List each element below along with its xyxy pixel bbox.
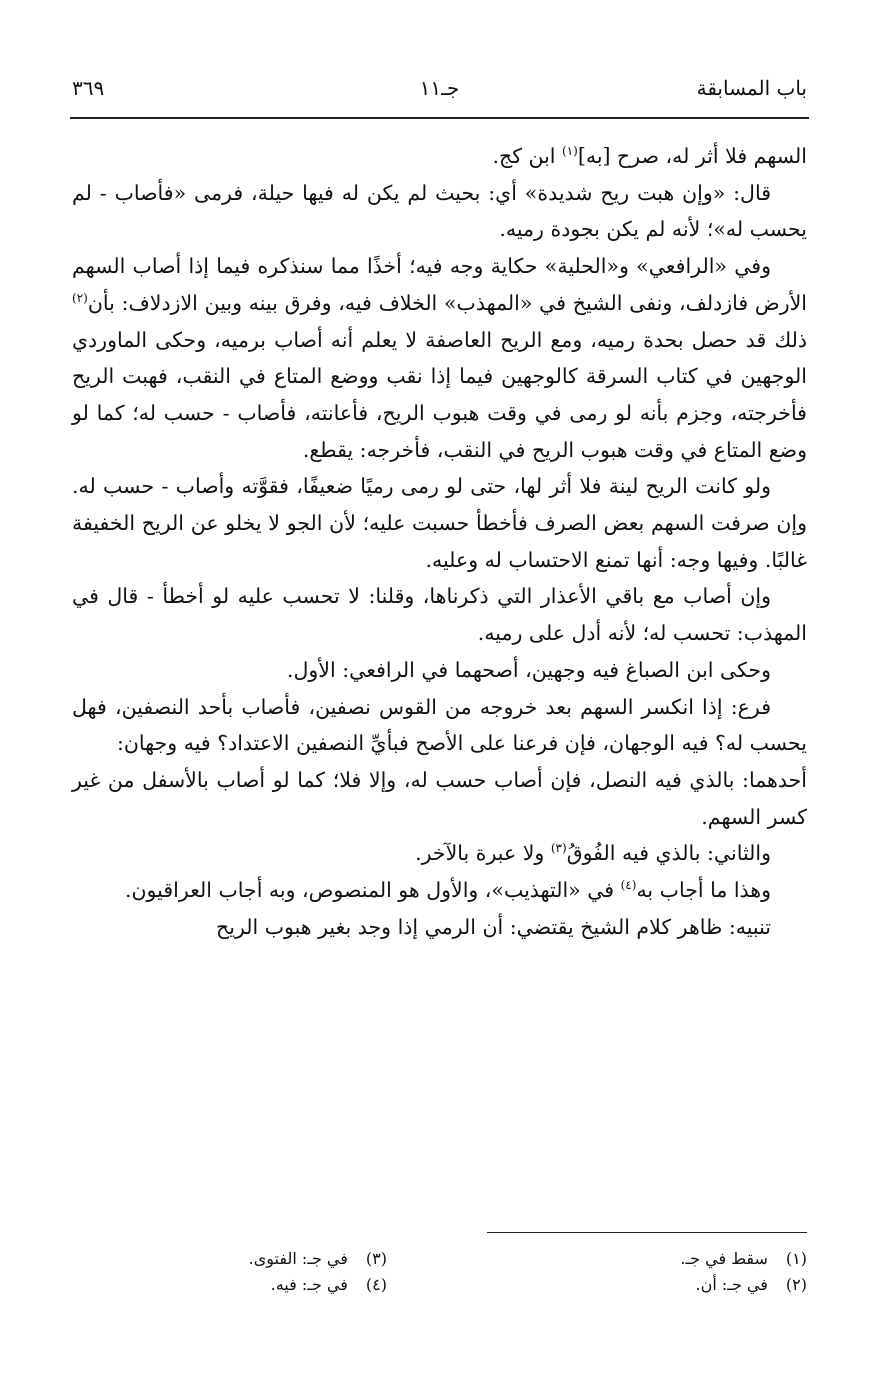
paragraph: والثاني: بالذي فيه الفُوقُ$^{(٣)}$ ولا عبرة بالآخر.	[415, 841, 771, 866]
volume-number: جـ١١	[419, 76, 460, 100]
footnote-rule	[487, 1232, 807, 1233]
paragraph: وهذا ما أجاب به$^{(٤)}$ في «التهذيب»، والأول هو المنصوص، وبه أجاب العراقيون.	[124, 878, 771, 903]
footnote-text: سقط في جـ.	[680, 1249, 768, 1268]
footnote-number: (١)	[785, 1249, 807, 1268]
footnote-ref: (١)	[562, 144, 578, 159]
paragraph: السهم فلا أثر له، صرح [به]$^{(١)}$ ابن كج.	[492, 144, 807, 168]
paragraph: وحكى ابن الصباغ فيه وجهين، أصحهما في الرافعي: الأول.	[286, 657, 771, 682]
footnote-number: (٣)	[365, 1249, 387, 1268]
footnote-number: (٤)	[365, 1275, 387, 1294]
footnote-text: في جـ: الفتوى.	[248, 1249, 348, 1268]
footnote-ref: (٤)	[620, 878, 637, 893]
paragraph: ولو كانت الريح لينة فلا أثر لها، حتى لو رمى رميًا ضعيفًا، فقوَّته وأصاب - حسب له. وإن صرفت السهم بعض الصرف فأخطأ حسبت عليه؛ لأن الجو لا يخلو عن الريح الخفيفة غالبًا. وفيها وجه: أنها تمنع الاحتساب له وعليه.	[72, 474, 807, 572]
footnote-ref: (٢)	[72, 290, 88, 305]
footnote-text: في جـ: فيه.	[270, 1275, 348, 1294]
footnote-number: (٢)	[785, 1275, 807, 1294]
footnote-ref: (٣)	[550, 841, 567, 856]
footnote-column-right	[467, 1246, 807, 1298]
footnote	[467, 1272, 807, 1298]
footnote-text: في جـ: أن.	[695, 1275, 768, 1294]
footnote	[47, 1272, 387, 1298]
paragraph: وإن أصاب مع باقي الأعذار التي ذكرناها، وقلنا: لا تحسب عليه لو أخطأ - قال في المهذب: تحسب له؛ لأنه أدل على رميه.	[72, 584, 807, 646]
main-text	[72, 138, 807, 945]
footnote-column-left	[47, 1246, 387, 1298]
paragraph: وفي «الرافعي» و«الحلية» حكاية وجه فيه؛ أخذًا مما سنذكره فيما إذا أصاب السهم الأرض فازدلف، ونفى الشيخ في «المهذب» الخلاف فيه، وفرق بينه وبين الازدلاف: بأن$^{(٢)}$ ذلك قد حصل بحدة رميه، ومع الريح العاصفة لا يعلم أنه أصاب برميه، وحكى الماوردي الوجهين في كتاب السرقة كالوجهين فيما إذا نقب ووضع المتاع في النقب، فهبت الريح فأخرجته، وجزم بأنه لو رمى في وقت هبوب الريح، فأعانته، فأصاب - حسب له؛ كما لو وضع المتاع في وقت هبوب الريح في النقب، فأخرجه: يقطع.	[72, 254, 807, 462]
paragraph: أحدهما: بالذي فيه النصل، فإن أصاب حسب له، وإلا فلا؛ كما لو أصاب بالأسفل من غير كسر السهم.	[72, 767, 807, 829]
section-title: باب المسابقة	[696, 76, 807, 100]
paragraph: فرع: إذا انكسر السهم بعد خروجه من القوس نصفين، فأصاب بأحد النصفين، فهل يحسب له؟ فيه الوجهان، فإن فرعنا على الأصح فبأيِّ النصفين الاعتداد؟ فيه وجهان:	[72, 694, 807, 756]
page-number: ٣٦٩	[72, 76, 105, 100]
paragraph: تنبيه: ظاهر كلام الشيخ يقتضي: أن الرمي إذا وجد بغير هبوب الريح	[216, 914, 771, 939]
paragraph: قال: «وإن هبت ريح شديدة» أي: بحيث لم يكن له فيها حيلة، فرمى «فأصاب - لم يحسب له»؛ لأنه لم يكن بجودة رميه.	[72, 180, 807, 242]
header-rule	[70, 117, 809, 119]
footnote	[467, 1246, 807, 1272]
running-header	[72, 68, 807, 112]
footnote	[47, 1246, 387, 1272]
